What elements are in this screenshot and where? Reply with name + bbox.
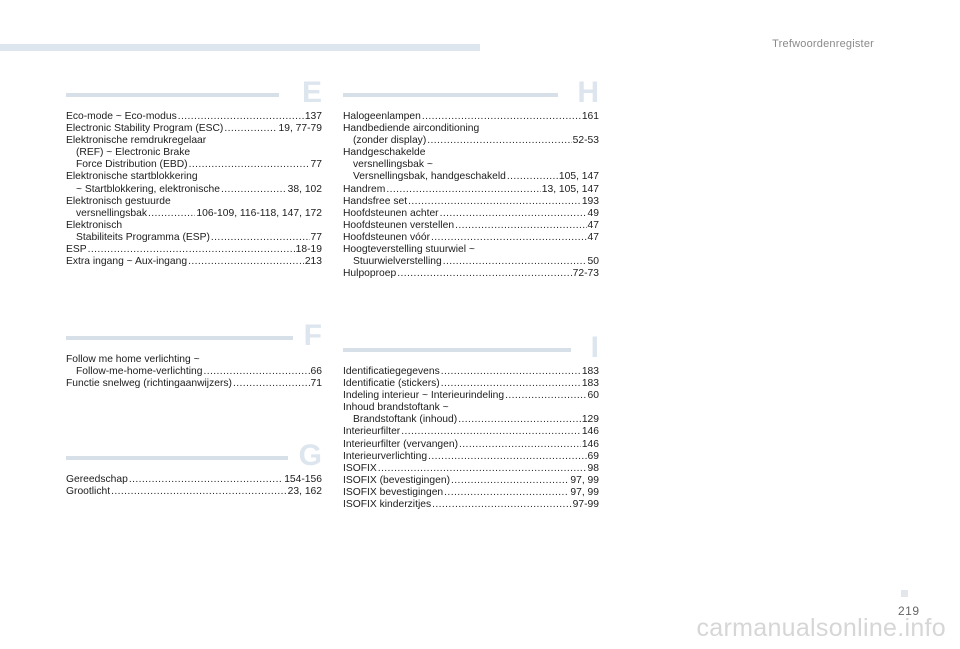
section-divider (66, 456, 288, 460)
entry-label: Extra ingang ~ Aux-ingang (66, 256, 188, 268)
entry-pages: 72-73 (572, 268, 599, 280)
section-letter: G (298, 439, 322, 472)
entry-row (343, 232, 599, 244)
index-entry (343, 123, 599, 147)
entry-pages: 97, 99 (570, 474, 599, 486)
entry-label: Gereedschap (66, 474, 128, 485)
entry-label: (REF) ~ Electronic Brake (76, 147, 191, 159)
leader-dots (224, 123, 277, 135)
index-entry (343, 451, 599, 463)
leader-dots (386, 184, 540, 196)
entry-row (66, 256, 322, 268)
index-list (343, 366, 599, 511)
entry-label: ISOFIX (bevestigingen) (343, 474, 451, 486)
leader-dots (203, 366, 309, 378)
entry-label: ~ Startblokkering, elektronische (76, 183, 220, 195)
index-entry (66, 244, 322, 256)
section-header (66, 76, 322, 109)
entry-row (66, 232, 322, 244)
index-entry (343, 475, 599, 487)
entry-label: Eco-mode ~ Eco-modus (66, 111, 177, 122)
entry-pages: 183 (581, 366, 599, 377)
entry-pages: 19, 77-79 (278, 123, 322, 135)
entry-label: Handsfree set (343, 195, 408, 207)
entry-line (343, 244, 599, 256)
entry-row (66, 244, 322, 256)
entry-label: Elektronisch gestuurde (66, 195, 171, 207)
top-rule (0, 44, 480, 51)
entry-row (343, 451, 599, 463)
index-entry (343, 390, 599, 402)
entry-pages: 137 (304, 111, 322, 122)
entry-label: ISOFIX bevestigingen (343, 486, 444, 498)
leader-dots (505, 390, 586, 402)
entry-pages: 71 (310, 378, 322, 390)
entry-label: versnellingsbak (76, 207, 147, 219)
entry-line (66, 171, 322, 183)
leader-dots (397, 268, 571, 280)
entry-pages: 69 (587, 450, 599, 462)
entry-row (343, 268, 599, 280)
entry-label: Follow-me-home-verlichting (76, 366, 203, 378)
entry-row (343, 378, 599, 390)
entry-pages: 98 (587, 462, 599, 474)
entry-row (343, 366, 599, 378)
entry-row (343, 135, 599, 147)
section-letter: I (590, 331, 599, 364)
entry-label: Elektronische startblokkering (66, 171, 198, 183)
leader-dots (233, 378, 310, 390)
index-entry (343, 111, 599, 123)
entry-row (343, 390, 599, 402)
entry-pages: 146 (581, 438, 599, 450)
entry-label: Halogeenlampen (343, 111, 421, 122)
entry-row (343, 487, 599, 499)
section-header (343, 76, 599, 109)
entry-pages: 193 (581, 195, 599, 207)
entry-pages: 49 (587, 207, 599, 219)
entry-row (66, 486, 322, 498)
index-list (66, 111, 322, 268)
index-entry (66, 474, 322, 486)
entry-label: versnellingsbak ~ (353, 159, 433, 171)
leader-dots (401, 426, 581, 438)
index-entry (66, 111, 322, 123)
index-entry (343, 426, 599, 438)
entry-label: Interieurfilter (vervangen) (343, 438, 459, 450)
index-entry (66, 378, 322, 390)
entry-label: Handbediende airconditioning (343, 123, 480, 135)
index-entry (343, 208, 599, 220)
entry-pages: 77 (310, 159, 322, 171)
leader-dots (432, 499, 572, 511)
index-entry (66, 196, 322, 220)
section-header (66, 319, 322, 352)
entry-label: Handrem (343, 183, 386, 195)
leader-dots (440, 208, 587, 220)
leader-dots (459, 439, 581, 451)
entry-line (343, 402, 599, 414)
leader-dots (111, 486, 287, 498)
entry-line (66, 354, 322, 366)
entry-label: Hoofdsteunen vóór (343, 231, 431, 243)
index-entry (343, 439, 599, 451)
section-header (343, 331, 599, 364)
entry-pages: 47 (587, 231, 599, 243)
entry-pages: 38, 102 (287, 183, 322, 195)
entry-label: Force Distribution (EBD) (76, 159, 188, 171)
entry-label: Hoogteverstelling stuurwiel ~ (343, 244, 475, 256)
entry-line (343, 159, 599, 171)
index-list (66, 474, 322, 498)
entry-label: Elektronisch (66, 219, 123, 231)
entry-pages: 154-156 (284, 474, 322, 485)
entry-pages: 13, 105, 147 (541, 183, 599, 195)
leader-dots (441, 378, 581, 390)
entry-row (343, 111, 599, 123)
entry-pages: 60 (587, 390, 599, 402)
section-divider (66, 336, 293, 340)
entry-pages: 18-19 (295, 244, 322, 256)
index-entry (343, 463, 599, 475)
entry-row (343, 475, 599, 487)
entry-row (66, 111, 322, 123)
leader-dots (178, 111, 304, 123)
entry-row (343, 208, 599, 220)
leader-dots (444, 487, 569, 499)
section-h (343, 76, 599, 280)
entry-label: Interieurverlichting (343, 450, 428, 462)
entry-pages: 213 (304, 256, 322, 268)
index-entry (343, 220, 599, 232)
entry-row (343, 414, 599, 426)
index-entry (66, 256, 322, 268)
entry-label: Identificatiegegevens (343, 366, 440, 377)
entry-label: Hoofdsteunen achter (343, 207, 439, 219)
section-header (66, 439, 322, 472)
index-entry (343, 268, 599, 280)
leader-dots (189, 159, 310, 171)
entry-row (343, 463, 599, 475)
leader-dots (221, 184, 287, 196)
leader-dots (431, 232, 587, 244)
section-letter: H (577, 76, 599, 109)
entry-label: Identificatie (stickers) (343, 378, 440, 390)
entry-pages: 47 (587, 219, 599, 231)
entry-row (343, 499, 599, 511)
entry-row (66, 123, 322, 135)
index-entry (343, 244, 599, 268)
index-entry (343, 402, 599, 426)
entry-row (66, 208, 322, 220)
entry-label: Follow me home verlichting ~ (66, 354, 200, 365)
entry-line (343, 147, 599, 159)
entry-label: ESP (66, 244, 87, 256)
leader-dots (451, 475, 569, 487)
entry-label: Interieurfilter (343, 426, 401, 438)
index-entry (343, 487, 599, 499)
entry-label: Elektronische remdrukregelaar (66, 135, 207, 147)
entry-label: Stuurwielverstelling (353, 256, 442, 268)
entry-label: Hoofdsteunen verstellen (343, 219, 455, 231)
entry-pages: 97-99 (572, 499, 599, 511)
entry-label: Versnellingsbak, handgeschakeld (353, 171, 506, 183)
leader-dots (428, 451, 586, 463)
entry-row (66, 184, 322, 196)
index-entry (66, 171, 322, 195)
index-entry (343, 378, 599, 390)
section-letter: F (303, 319, 322, 352)
entry-row (66, 474, 322, 486)
index-list (66, 354, 322, 390)
entry-pages: 66 (310, 366, 322, 378)
index-list (343, 111, 599, 280)
page-marker (901, 590, 908, 597)
entry-row (66, 378, 322, 390)
entry-pages: 129 (581, 414, 599, 426)
section-e (66, 76, 322, 268)
entry-pages: 52-53 (572, 135, 599, 147)
section-letter: E (301, 76, 322, 109)
entry-label: Grootlicht (66, 486, 111, 498)
entry-line (66, 220, 322, 232)
entry-line (66, 196, 322, 208)
entry-label: Indeling interieur ~ Interieurindeling (343, 390, 505, 402)
entry-row (343, 220, 599, 232)
entry-label: Stabiliteits Programma (ESP) (76, 231, 210, 243)
page-number: 219 (898, 604, 920, 618)
entry-label: Hulpoproep (343, 268, 397, 280)
index-entry (66, 220, 322, 244)
leader-dots (129, 474, 283, 486)
entry-row (343, 196, 599, 208)
leader-dots (455, 220, 586, 232)
entry-label: Brandstoftank (inhoud) (353, 414, 458, 426)
entry-pages: 97, 99 (570, 486, 599, 498)
entry-pages: 105, 147 (558, 171, 599, 183)
index-entry (343, 499, 599, 511)
section-g (66, 439, 322, 498)
entry-line (66, 135, 322, 147)
leader-dots (443, 256, 587, 268)
index-entry (66, 123, 322, 135)
entry-row (343, 184, 599, 196)
watermark: carmanualsonline.info (696, 614, 946, 642)
leader-dots (507, 171, 558, 183)
leader-dots (408, 196, 581, 208)
entry-label: Electronic Stability Program (ESC) (66, 123, 224, 135)
entry-row (343, 439, 599, 451)
section-i (343, 331, 599, 511)
entry-label: ISOFIX kinderzitjes (343, 499, 432, 511)
entry-label: Inhoud brandstoftank ~ (343, 402, 449, 414)
entry-row (343, 256, 599, 268)
entry-label: Functie snelweg (richtingaanwijzers) (66, 378, 232, 390)
entry-row (343, 426, 599, 438)
section-f (66, 319, 322, 390)
entry-pages: 23, 162 (287, 486, 322, 498)
leader-dots (188, 256, 304, 268)
entry-line (343, 123, 599, 135)
index-entry (343, 196, 599, 208)
leader-dots (458, 414, 581, 426)
index-entry (66, 486, 322, 498)
entry-pages: 146 (581, 426, 599, 438)
leader-dots (427, 135, 571, 147)
entry-pages: 161 (581, 111, 599, 122)
leader-dots (441, 366, 581, 378)
index-entry (343, 366, 599, 378)
entry-pages: 106-109, 116-118, 147, 172 (196, 207, 322, 219)
entry-pages: 183 (581, 378, 599, 390)
entry-label: Handgeschakelde (343, 147, 426, 159)
index-entry (343, 147, 599, 183)
entry-pages: 50 (587, 256, 599, 268)
index-entry (343, 184, 599, 196)
entry-pages: 77 (310, 231, 322, 243)
entry-row (66, 159, 322, 171)
leader-dots (148, 208, 195, 220)
section-divider (343, 93, 558, 97)
entry-label: ISOFIX (343, 462, 377, 474)
entry-label: (zonder display) (353, 135, 427, 147)
header-title: Trefwoordenregister (772, 38, 874, 50)
index-entry (343, 232, 599, 244)
section-divider (343, 348, 571, 352)
section-divider (66, 93, 279, 97)
index-entry (66, 354, 322, 378)
entry-row (343, 171, 599, 183)
leader-dots (422, 111, 581, 123)
leader-dots (88, 244, 295, 256)
entry-line (66, 147, 322, 159)
entry-row (66, 366, 322, 378)
leader-dots (378, 463, 587, 475)
leader-dots (211, 232, 310, 244)
index-entry (66, 135, 322, 171)
